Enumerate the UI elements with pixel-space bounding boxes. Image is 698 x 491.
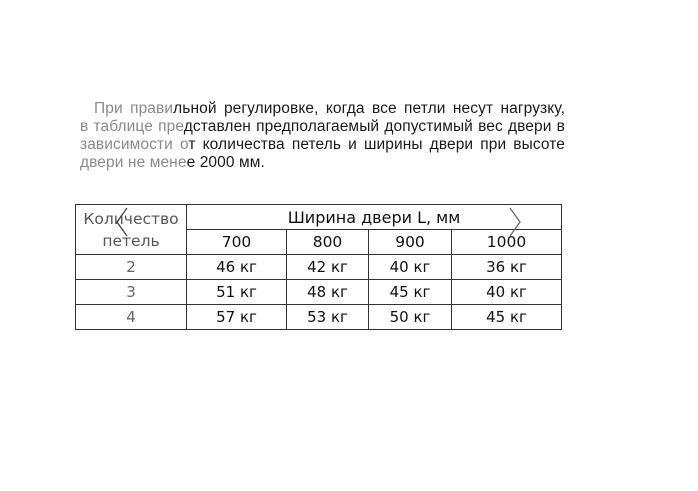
chevron-right-icon[interactable] <box>508 207 522 237</box>
paragraph-line-1: При правильной регулировке, когда все петли несут нагрузку, <box>94 100 566 117</box>
paragraph-line-2: в таблице представлен предполагаемый допустимый вес двери в <box>80 118 565 135</box>
width-900: 900 <box>369 230 452 255</box>
hinge-count-cell: 4 <box>76 305 187 330</box>
weight-cell: 51 кг <box>187 280 287 305</box>
hinge-count-header-line1: Количество <box>83 209 179 228</box>
chevron-left-icon[interactable] <box>115 207 129 237</box>
door-width-header: Ширина двери L, мм <box>187 205 562 230</box>
weight-cell: 45 кг <box>369 280 452 305</box>
weight-cell: 36 кг <box>452 255 562 280</box>
hinge-count-header-line2: петель <box>102 231 160 250</box>
table-header-row <box>76 205 562 230</box>
hinge-count-cell: 3 <box>76 280 187 305</box>
weight-cell: 57 кг <box>187 305 287 330</box>
table-row <box>76 305 562 330</box>
weight-cell: 42 кг <box>287 255 369 280</box>
weight-cell: 45 кг <box>452 305 562 330</box>
weight-cell: 46 кг <box>187 255 287 280</box>
hinge-count-cell: 2 <box>76 255 187 280</box>
table-row <box>76 280 562 305</box>
weight-cell: 40 кг <box>452 280 562 305</box>
width-800: 800 <box>287 230 369 255</box>
weight-cell: 40 кг <box>369 255 452 280</box>
weight-cell: 50 кг <box>369 305 452 330</box>
table-row <box>76 255 562 280</box>
hinge-count-header <box>76 205 187 255</box>
description-paragraph <box>80 100 565 172</box>
width-700: 700 <box>187 230 287 255</box>
door-weight-table <box>75 204 562 330</box>
paragraph-line-3: зависимости от количества петель и ширины двери при высоте <box>80 136 565 153</box>
weight-cell: 53 кг <box>287 305 369 330</box>
paragraph-line-4: двери не менее 2000 мм. <box>80 154 265 171</box>
weight-cell: 48 кг <box>287 280 369 305</box>
width-1000: 1000 <box>452 230 562 255</box>
